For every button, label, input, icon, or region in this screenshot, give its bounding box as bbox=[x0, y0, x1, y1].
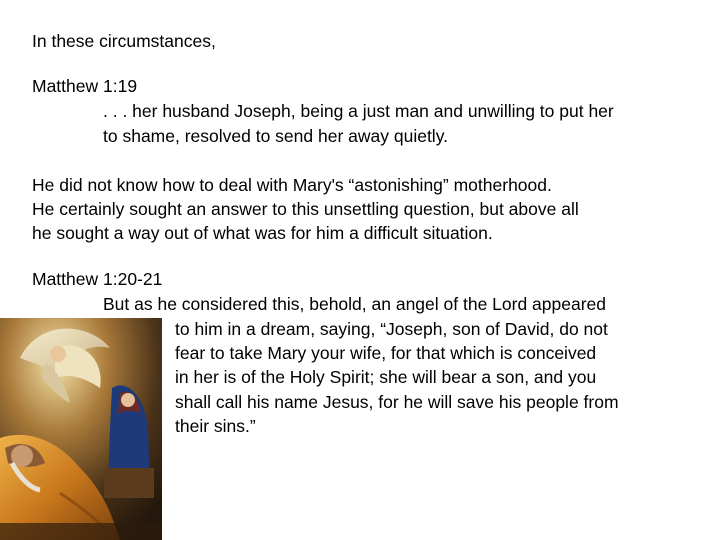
commentary-line: he sought a way out of what was for him a difficult situation. bbox=[32, 223, 493, 243]
commentary-line: He certainly sought an answer to this unsettling question, but above all bbox=[32, 199, 579, 219]
passage-1-reference: Matthew 1:19 bbox=[32, 76, 138, 96]
passage-1-line: to shame, resolved to send her away quietly. bbox=[103, 126, 449, 146]
passage-2-line: But as he considered this, behold, an angel of the Lord appeared bbox=[103, 294, 607, 314]
passage-2-line: in her is of the Holy Spirit; she will bear a son, and you bbox=[175, 367, 597, 387]
passage-2-line: to him in a dream, saying, “Joseph, son of David, do not bbox=[175, 319, 608, 339]
passage-2-line: their sins.” bbox=[175, 416, 256, 436]
passage-2-line: shall call his name Jesus, for he will save his people from bbox=[175, 392, 619, 412]
passage-1-line: . . . her husband Joseph, being a just man and unwilling to put her bbox=[103, 101, 614, 121]
passage-2-line: fear to take Mary your wife, for that which is conceived bbox=[175, 343, 597, 363]
intro-text: In these circumstances, bbox=[32, 31, 216, 51]
commentary-line: He did not know how to deal with Mary's “astonishing” motherhood. bbox=[32, 175, 552, 195]
passage-2-reference: Matthew 1:20-21 bbox=[32, 269, 163, 289]
joseph-dream-painting bbox=[0, 318, 162, 540]
